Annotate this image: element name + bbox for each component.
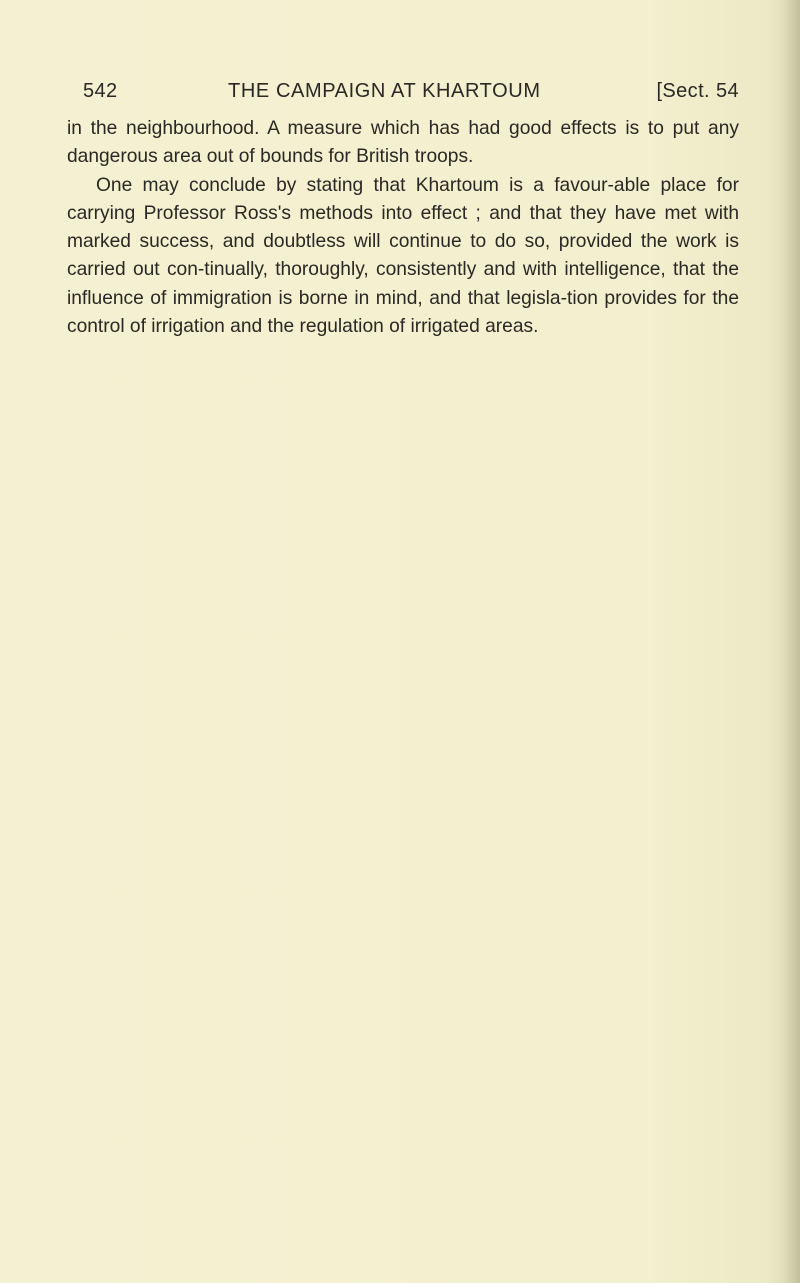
body-text	[67, 115, 739, 341]
paragraph-continuation: in the neighbourhood. A measure which has had good effects is to put any dangerous area out of bounds for British troops.	[67, 118, 739, 168]
running-head	[83, 80, 739, 108]
page-number: 542	[83, 80, 118, 102]
running-title: THE CAMPAIGN AT KHARTOUM	[228, 80, 541, 102]
page-edge-shadow	[782, 0, 800, 1283]
section-reference: [Sect. 54	[656, 80, 739, 102]
paragraph-conclusion: One may conclude by stating that Khartoum is a favour-able place for carrying Professor Ross's methods into effect ; and that they have met with marked success, and doubtless will continue to do so, provided the work is carried out con-tinually, thoroughly, consistently and with intelligence, that the influence of immigration is borne in mind, and that legisla-tion provides for the control of irrigation and the regulation of irrigated areas.	[67, 174, 739, 338]
